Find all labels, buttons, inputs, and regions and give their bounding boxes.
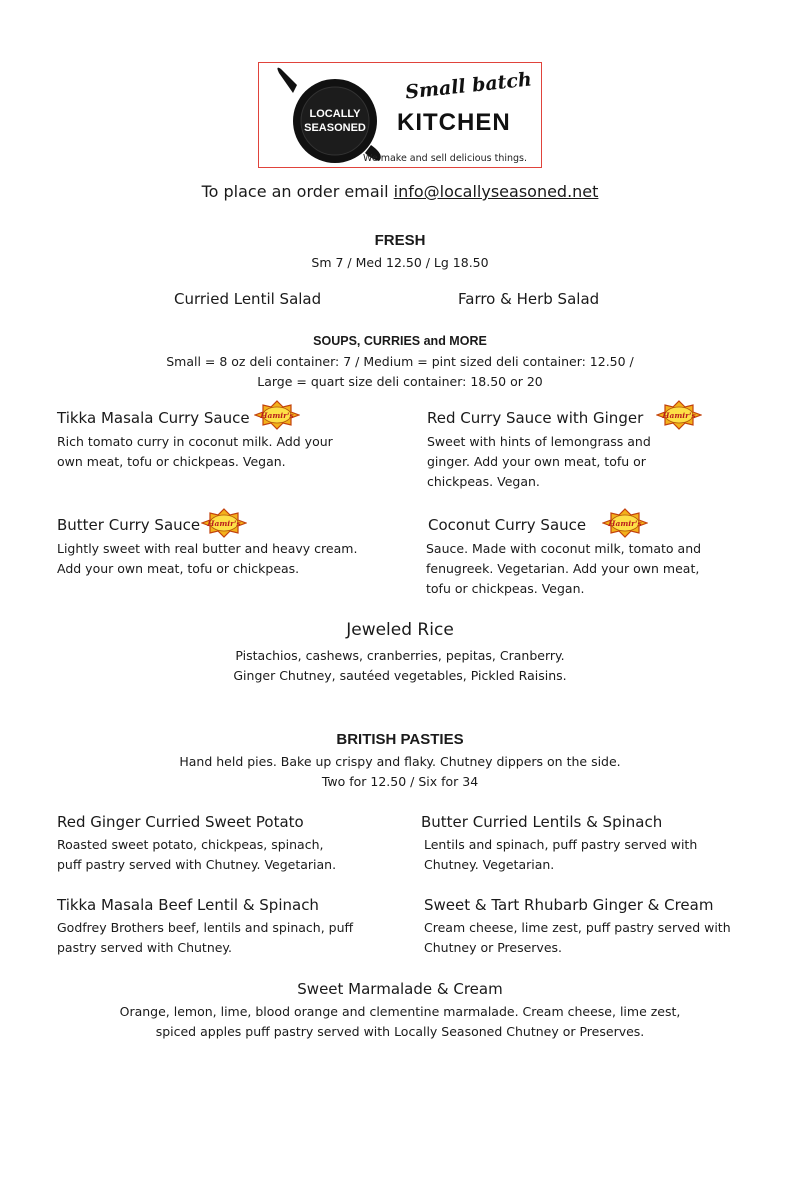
pasty-item-title-tikka-beef: Tikka Masala Beef Lentil & Spinach (57, 896, 319, 914)
logo-kitchen: KITCHEN (397, 109, 511, 136)
svg-text:Hamir's: Hamir's (207, 519, 241, 528)
jeweled-rice-desc: Pistachios, cashews, cranberries, pepitas, Cranberry. Ginger Chutney, sautéed vegetables, Pickled Raisins. (233, 648, 567, 683)
soup-item-title-butter-curry: Butter Curry Sauce (57, 516, 201, 534)
soup-item-desc-tikka-masala: Rich tomato curry in coconut milk. Add your own meat, tofu or chickpeas. Vegan. (57, 434, 333, 469)
jeweled-rice-title: Jeweled Rice (346, 620, 454, 640)
pasty-item-desc-rhubarb: Cream cheese, lime zest, puff pastry served with Chutney or Preserves. (424, 920, 731, 955)
pasty-item-title-rhubarb: Sweet & Tart Rhubarb Ginger & Cream (424, 896, 714, 914)
pasty-item-desc-red-ginger: Roasted sweet potato, chickpeas, spinach, puff pastry served with Chutney. Vegetarian. (57, 837, 337, 872)
soup-item-desc-butter-curry: Lightly sweet with real butter and heavy cream. Add your own meat, tofu or chickpeas. (57, 541, 358, 576)
logo-circle-text-1: LOCALLY (309, 108, 361, 120)
pasty-item-desc-tikka-beef: Godfrey Brothers beef, lentils and spinach, puff pastry served with Chutney. (57, 920, 354, 955)
hamirs-badge-icon (201, 508, 247, 538)
order-email-link[interactable]: info@locallyseasoned.net (393, 182, 599, 201)
svg-text:Hamir's: Hamir's (260, 411, 294, 420)
soup-item-desc-coconut-curry: Sauce. Made with coconut milk, tomato and fenugreek. Vegetarian. Add your own meat, tofu or chickpeas. Vegan. (426, 541, 702, 596)
pasty-item-title-butter-curried: Butter Curried Lentils & Spinach (421, 813, 663, 831)
pasties-heading: BRITISH PASTIES (336, 731, 464, 748)
order-line (0, 182, 800, 201)
soup-item-title-coconut-curry: Coconut Curry Sauce (428, 516, 587, 534)
skillet-icon (267, 63, 407, 167)
soup-item-desc-red-curry: Sweet with hints of lemongrass and ginger. Add your own meat, tofu or chickpeas. Vegan. (427, 434, 651, 489)
hamirs-badge-icon (656, 400, 702, 430)
soups-sizes-line-2: Large = quart size deli container: 18.50 or 20 (257, 374, 543, 389)
marmalade-desc: Orange, lemon, lime, blood orange and clementine marmalade. Cream cheese, lime zest, spiced apples puff pastry served with Locally Seasoned Chutney or Preserves. (119, 1004, 681, 1039)
fresh-prices: Sm 7 / Med 12.50 / Lg 18.50 (311, 255, 489, 270)
pasties-intro: Hand held pies. Bake up crispy and flaky. Chutney dippers on the side. Two for 12.50 / Six for 34 (179, 754, 621, 789)
pasty-item-desc-butter-curried: Lentils and spinach, puff pastry served with Chutney. Vegetarian. (424, 837, 698, 872)
order-prefix: To place an order email (201, 182, 394, 201)
fresh-item-curried-lentil-salad: Curried Lentil Salad (174, 290, 322, 308)
logo-script: Small batch (404, 68, 533, 104)
soup-item-title-tikka-masala: Tikka Masala Curry Sauce (57, 409, 250, 427)
soups-heading: SOUPS, CURRIES and MORE (313, 334, 487, 348)
fresh-item-farro-herb-salad: Farro & Herb Salad (458, 290, 600, 308)
hamirs-badge-icon (602, 508, 648, 538)
pasty-item-title-red-ginger: Red Ginger Curried Sweet Potato (57, 813, 304, 831)
logo-circle-text-2: SEASONED (304, 122, 366, 134)
logo-tagline: We make and sell delicious things. (363, 153, 528, 164)
fresh-heading: FRESH (374, 232, 426, 249)
logo (258, 62, 542, 168)
soups-sizes-line-1: Small = 8 oz deli container: 7 / Medium = pint sized deli container: 12.50 / (166, 354, 634, 369)
marmalade-title: Sweet Marmalade & Cream (297, 980, 503, 998)
soup-item-title-red-curry: Red Curry Sauce with Ginger (427, 409, 644, 427)
svg-text:Hamir's: Hamir's (662, 411, 696, 420)
soups-sizes (0, 352, 800, 392)
hamirs-badge-icon (254, 400, 300, 430)
svg-text:Hamir's: Hamir's (608, 519, 642, 528)
